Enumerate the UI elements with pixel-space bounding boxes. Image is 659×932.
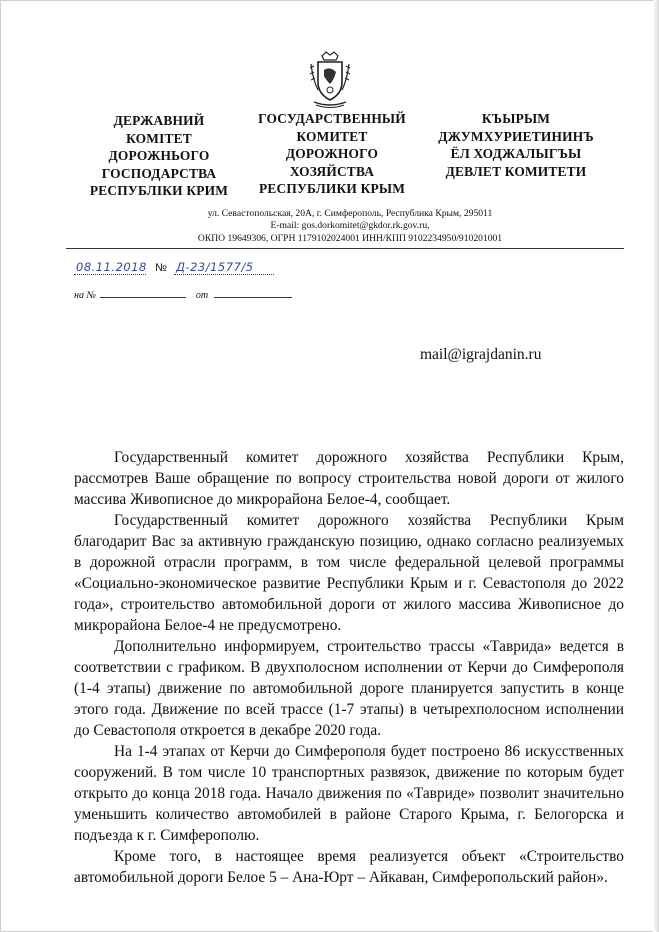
header-ru-line: РЕСПУБЛИКИ КРЫМ xyxy=(258,181,406,196)
header-crh-line: ЁЛ ХОДЖАЛЫГЪЫ xyxy=(450,146,582,161)
body-paragraph: Государственный комитет дорожного хозяйства Республики Крым, рассмотрев Ваше обращение по вопросу строительства новой дороги от жилого массива Живописное до микрорайона Белое-4, сообщает. xyxy=(74,449,624,508)
header-russian xyxy=(238,110,426,198)
reference-date-blank xyxy=(214,287,292,298)
body-paragraph: Государственный комитет дорожного хозяйства Республики Крым благодарит Вас за активную гражданскую позицию, однако согласно реализуемых в дорожной отрасли программ, в том числе федеральной целевой программы «Социально-экономическое развитие Республики Крым и г. Севастополя до 2022 года», строительство автомобильной дороги от жилого массива Живописное до микрорайона Белое-4 не предусмотрено. xyxy=(74,512,624,634)
header-ru-line: ГОСУДАРСТВЕННЫЙ xyxy=(258,111,406,126)
scan-edge-shadow xyxy=(653,0,659,932)
header-crh-line: ДЖУМХУРИЕТИНИНЪ xyxy=(438,128,594,144)
letter-body xyxy=(74,447,624,888)
header-ru-line: ХОЗЯЙСТВА xyxy=(289,163,375,179)
header-ua-line: ГОСПОДАРСТВА xyxy=(101,165,217,181)
number-label: № xyxy=(155,262,167,274)
header-crh-line: ДЕВЛЕТ КОМИТЕТИ xyxy=(445,163,587,179)
header-divider xyxy=(66,248,624,249)
registration-number: Д-23/1577/5 xyxy=(174,260,274,275)
header-ua-line: ДЕРЖАВНИЙ xyxy=(113,113,205,128)
header-ru-line: ДОРОЖНОГО xyxy=(285,146,379,161)
reference-na-label: на № xyxy=(74,290,96,301)
header-ru-line: КОМИТЕТ xyxy=(296,128,368,144)
address-line: ул. Севастопольская, 20А, г. Симферополь, Республика Крым, 295011 xyxy=(207,208,493,219)
registration-line xyxy=(74,260,274,275)
recipient-email: mail@igrajdanin.ru xyxy=(420,346,542,363)
registration-date: 08.11.2018 xyxy=(76,260,147,274)
body-paragraph: Дополнительно информируем, строительство трассы «Таврида» ведется в соответствии с графиком. В двухполосном исполнении от Керчи до Симферополя (1-4 этапы) движение по автомобильной дороге планируется запустить в конце этого года. Движение по всей трассе (1-7 этапы) в четырехполосном исполнении до Севастополя откроется в декабре 2020 года. xyxy=(74,638,624,739)
organization-contacts xyxy=(150,208,550,245)
reference-line xyxy=(74,287,292,301)
reference-number-blank xyxy=(100,287,186,298)
codes-line: ОКПО 19649306, ОГРН 1179102024001 ИНН/КПП 9102234950/910201001 xyxy=(197,232,503,244)
reference-ot-label: от xyxy=(195,290,209,301)
body-paragraph: На 1-4 этапах от Керчи до Симферополя будет построено 86 искусственных сооружений. В том числе 10 транспортных развязок, движение по которым будет открыто до конца 2018 года. Начало движения по «Тавриде» позволит значительно уменьшить количество автомобилей в районе Старого Крыма, г. Белогорска и подъезда к г. Симферополю. xyxy=(74,743,624,844)
header-ua-line: КОМІТЕТ xyxy=(126,130,192,146)
coat-of-arms-emblem xyxy=(308,50,352,110)
header-ua-line: РЕСПУБЛІКИ КРИМ xyxy=(89,183,229,198)
body-paragraph: Кроме того, в настоящее время реализуется объект «Строительство автомобильной дороги Белое 5 – Ана-Юрт – Айкаван, Симферопольский район». xyxy=(74,848,624,886)
header-crh-line: КЪЫРЫМ xyxy=(481,111,551,126)
header-ukrainian xyxy=(66,112,252,200)
email-line: E-mail: gos.dorkomitet@gkdor.rk.gov.ru, xyxy=(270,220,430,232)
header-crimean-tatar xyxy=(412,110,620,180)
header-ua-line: ДОРОЖНЬОГО xyxy=(108,148,210,163)
